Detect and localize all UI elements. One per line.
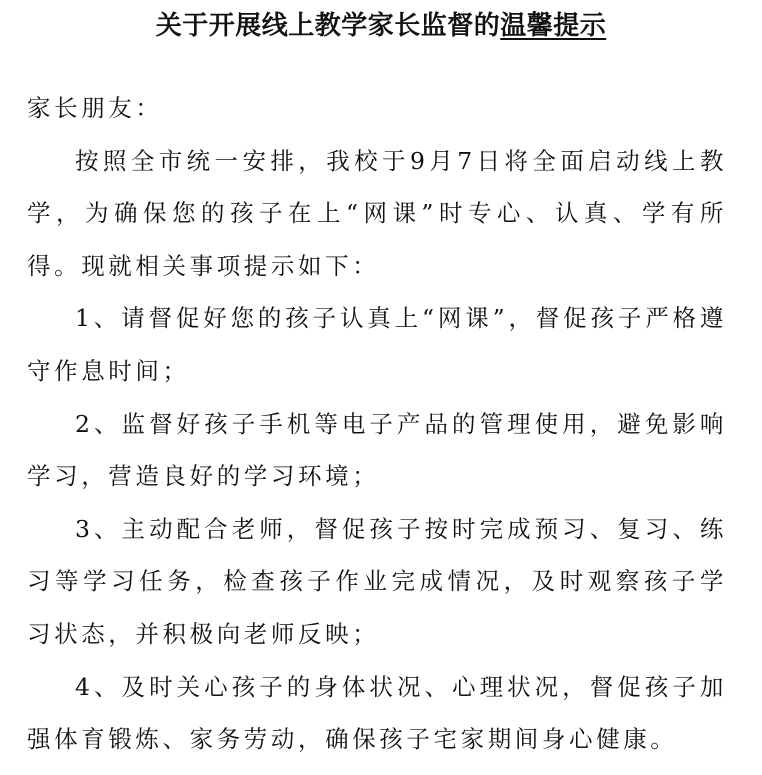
title-highlight: 温馨提示 xyxy=(500,11,607,41)
notice-item-3: 3、主动配合老师，督促孩子按时完成预习、复习、练习等学习任务，检查孩子作业完成情况，及时观察孩子学习状态，并积极向老师反映； xyxy=(27,514,727,648)
notice-item-1: 1、请督促好您的孩子认真上“网课”，督促孩子严格遵守作息时间； xyxy=(27,304,727,385)
document-body xyxy=(27,82,727,766)
title-main: 关于开展线上教学家长监督的 xyxy=(155,11,501,41)
intro-paragraph: 按照全市统一安排，我校于9月7日将全面启动线上教学，为确保您的孩子在上“网课”时专心、认真、学有所得。现就相关事项提示如下： xyxy=(27,146,727,280)
notice-item-4: 4、及时关心孩子的身体状况、心理状况，督促孩子加强体育锻炼、家务劳动，确保孩子宅家期间身心健康。 xyxy=(27,672,727,754)
salutation: 家长朋友： xyxy=(27,94,163,122)
document-title xyxy=(0,8,762,44)
notice-item-2: 2、监督好孩子手机等电子产品的管理使用，避免影响学习，营造良好的学习环境； xyxy=(27,409,727,491)
